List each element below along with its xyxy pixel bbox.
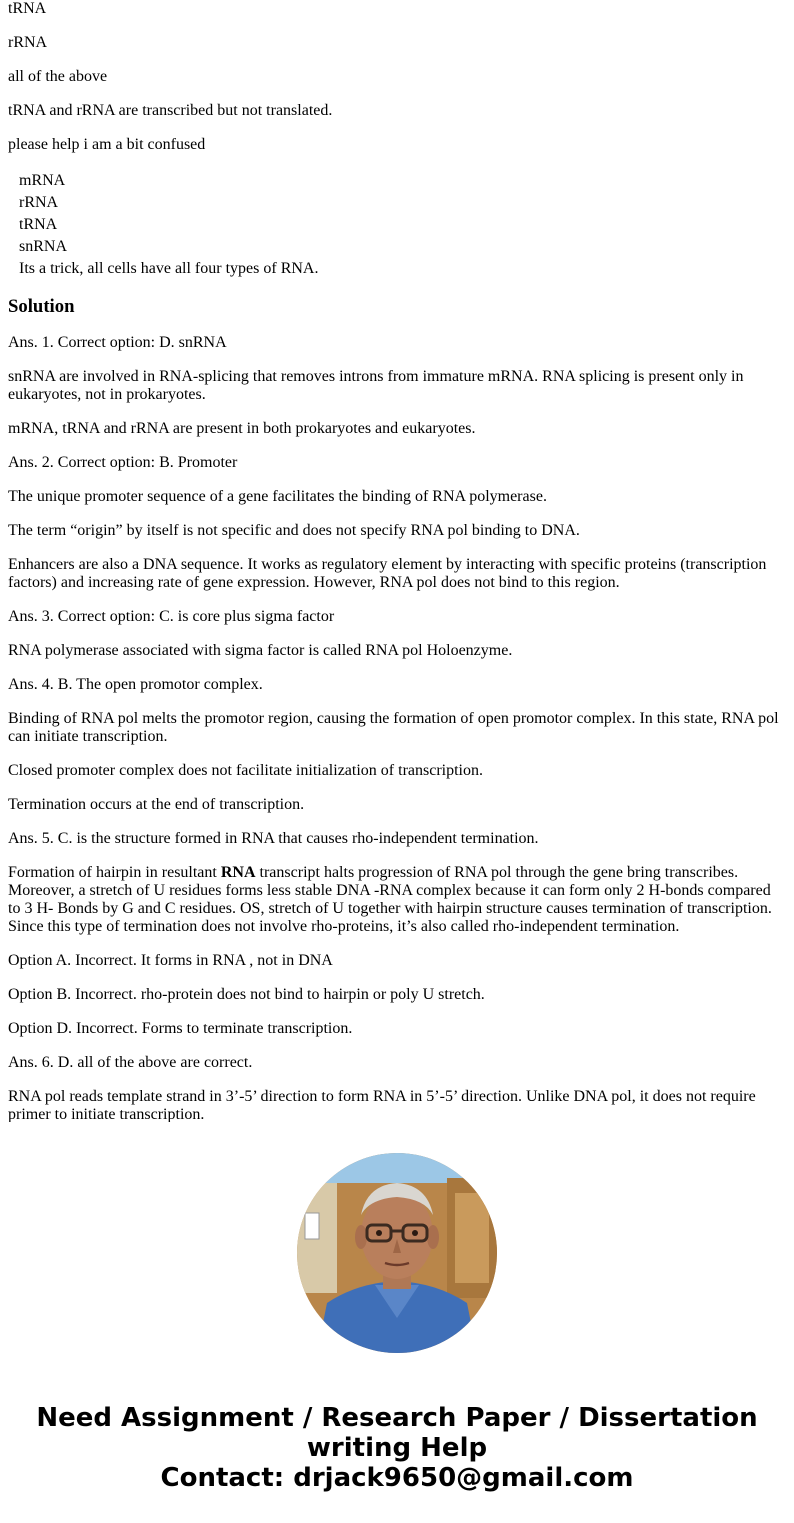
answer-line: Ans. 4. B. The open promotor complex.	[8, 676, 263, 693]
answer-explanation: mRNA, tRNA and rRNA are present in both prokaryotes and eukaryotes.	[8, 420, 476, 437]
answer-line: Ans. 2. Correct option: B. Promoter	[8, 454, 238, 471]
document-body	[8, 0, 786, 1122]
promo-contact: Contact: drjack9650@gmail.com	[160, 1463, 634, 1493]
answer-explanation	[8, 864, 786, 936]
answer-explanation: RNA polymerase associated with sigma factor is called RNA pol Holoenzyme.	[8, 642, 513, 659]
answer-explanation: Enhancers are also a DNA sequence. It works as regulatory element by interacting with specific proteins (transcription factors) and increasing rate of gene expression. However, RNA pol does not bind to this region.	[8, 556, 767, 591]
answer-line: Ans. 1. Correct option: D. snRNA	[8, 334, 227, 351]
option-analysis: Option D. Incorrect. Forms to terminate transcription.	[8, 1020, 353, 1037]
help-request: please help i am a bit confused	[8, 136, 206, 153]
question-note: tRNA and rRNA are transcribed but not translated.	[8, 102, 333, 119]
portrait-illustration	[297, 1153, 497, 1353]
option-item: Its a trick, all cells have all four types of RNA.	[19, 260, 319, 277]
answer-explanation: The term “origin” by itself is not specific and does not specify RNA pol binding to DNA.	[8, 522, 580, 539]
answer-explanation: Closed promoter complex does not facilitate initialization of transcription.	[8, 762, 483, 779]
promo-line: writing Help	[306, 1433, 488, 1463]
solution-heading: Solution	[8, 296, 75, 317]
author-photo	[297, 1153, 497, 1353]
option-text: all of the above	[8, 68, 108, 85]
option-item: tRNA	[19, 216, 58, 233]
answer-explanation: The unique promoter sequence of a gene facilitates the binding of RNA polymerase.	[8, 488, 547, 505]
option-text: tRNA	[8, 0, 47, 17]
answer-line: Ans. 3. Correct option: C. is core plus sigma factor	[8, 608, 335, 625]
options-list	[8, 170, 786, 280]
option-text: rRNA	[8, 34, 48, 51]
option-analysis: Option A. Incorrect. It forms in RNA , not in DNA	[8, 952, 333, 969]
text-fragment: Formation of hairpin in resultant	[8, 864, 221, 881]
answer-explanation: snRNA are involved in RNA-splicing that removes introns from immature mRNA. RNA splicing is present only in eukaryotes, not in prokaryotes.	[8, 368, 744, 403]
option-item: snRNA	[19, 238, 68, 255]
option-analysis: Option B. Incorrect. rho-protein does not bind to hairpin or poly U stretch.	[8, 986, 485, 1003]
option-item: rRNA	[19, 194, 59, 211]
promo-banner	[0, 1403, 794, 1493]
promo-line: Need Assignment / Research Paper / Dissertation	[36, 1403, 758, 1433]
answer-line: Ans. 6. D. all of the above are correct.	[8, 1054, 253, 1071]
answer-explanation: Binding of RNA pol melts the promotor region, causing the formation of open promotor complex. In this state, RNA pol can initiate transcription.	[8, 710, 779, 745]
answer-explanation: RNA pol reads template strand in 3’-5’ direction to form RNA in 5’-5’ direction. Unlike DNA pol, it does not require primer to initiate transcription.	[8, 1088, 756, 1122]
option-item: mRNA	[19, 172, 66, 189]
answer-line: Ans. 5. C. is the structure formed in RNA that causes rho-independent termination.	[8, 830, 539, 847]
answer-explanation: Termination occurs at the end of transcription.	[8, 796, 305, 813]
text-fragment: transcript halts progression of RNA pol through the gene bring transcribes. Moreover, a stretch of U residues forms less stable DNA -RNA complex because it can form only 2 H-bonds compared to 3 H- Bonds by G and C residues. OS, stretch of U together with hairpin structure causes termination of transcription. Since this type of termination does not involve rho-proteins, it’s also called rho-independent termination.	[8, 864, 772, 935]
bold-term: RNA	[220, 864, 256, 881]
